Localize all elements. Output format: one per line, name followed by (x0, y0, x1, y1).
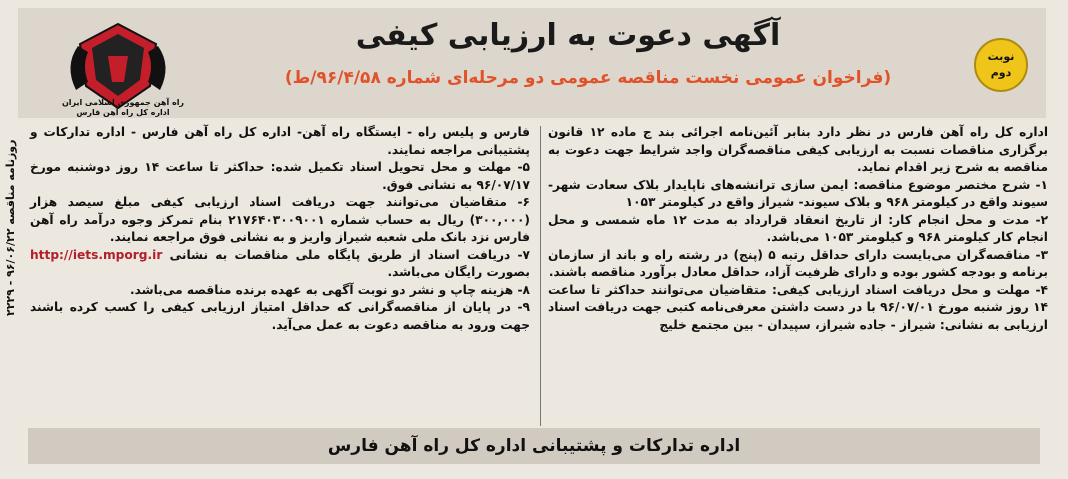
turn-badge (974, 38, 1028, 92)
left-column (30, 124, 530, 334)
right-paragraph-2: ۱- شرح مختصر موضوع مناقصه: ایمن سازی ترانشه‌های ناپایدار بلاک سعادت شهر- سیوند واقع در کیلومتر ۹۶۸ و بلاک سیوند- شیراز واقع در کیلومتر ۱۰۵۳ (548, 177, 1048, 209)
right-paragraph-4: ۳- مناقصه‌گران می‌بایست دارای حداقل رتبه ۵ (پنج) در رشته راه و باند از سازمان برنامه و بودجه کشور بوده و دارای ظرفیت آزاد، حداقل معادل برآورد مناقصه باشند. (548, 247, 1049, 279)
ad-title: آگهی دعوت به ارزیابی کیفی (355, 18, 781, 53)
left-paragraph-2: ۵- مهلت و محل تحویل اسناد تکمیل شده: حداکثر تا ساعت ۱۴ روز دوشنبه مورخ ۹۶/۰۷/۱۷ به نشانی فوق. (30, 160, 530, 192)
left-paragraph-4-tail: بصورت رایگان می‌باشد. (387, 265, 530, 279)
logo-caption (48, 98, 198, 118)
side-publication-text: روزنامه مناقصه ۹۶/۰۶/۲۲ - ۲۲۲۹ (4, 140, 17, 317)
column-divider (540, 126, 541, 426)
left-paragraph-4 (30, 247, 530, 282)
left-paragraph-5: ۸- هزینه چاپ و نشر دو نوبت آگهی به عهده برنده مناقصه می‌باشد. (129, 282, 530, 297)
right-paragraph-1: اداره کل راه آهن فارس در نظر دارد بنابر آئین‌نامه اجرائی بند ج ماده ۱۲ قانون برگزاری مناقصات نسبت به ارزیابی کیفی مناقصه‌گران واجد شرایط جهت دعوت به مناقصه به شرح زیر اقدام نماید. (548, 125, 1048, 174)
right-paragraph-5: ۴- مهلت و محل دریافت اسناد ارزیابی کیفی: متقاضیان می‌توانند حداکثر تا ساعت ۱۴ روز شنبه مورخ ۹۶/۰۷/۰۱ با در دست داشتن معرفی‌نامه کتبی جهت دریافت اسناد ارزیابی به نشانی: شیراز - جاده شیراز، سپیدان - بین مجتمع خلیج (548, 282, 1048, 332)
left-paragraph-1: فارس و پلیس راه - ایستگاه راه آهن- اداره کل راه آهن فارس - اداره تدارکات و پشتیبانی مراجعه نمایند. (30, 125, 530, 157)
left-paragraph-3: ۶- متقاضیان می‌توانند جهت دریافت اسناد ارزیابی کیفی مبلغ سیصد هزار (۳۰۰,۰۰۰) ریال به حساب شماره ۲۱۷۶۴۰۳۰۰۹۰۰۱ بنام تمرکز وجوه درآمد راه آهن فارس نزد بانک ملی شعبه شیراز واریز و به نشانی فوق مراجعه نمایند. (30, 195, 530, 244)
left-paragraph-6: ۹- در پایان از مناقصه‌گرانی که حداقل امتیاز ارزیابی کیفی را کسب کرده باشند جهت ورود به مناقصه دعوت به عمل می‌آید. (30, 300, 530, 332)
badge-line-1: نوبت (987, 50, 1015, 63)
badge-line-2: دوم (990, 66, 1012, 79)
logo-caption-line-2: اداره کل راه آهن فارس (76, 108, 170, 117)
logo-caption-line-1: راه آهن جمهوری اسلامی ایران (61, 98, 185, 107)
right-paragraph-3: ۲- مدت و محل انجام کار: از تاریخ انعقاد قرارداد به مدت ۱۲ ماه شمسی و محل انجام کار کیلومتر ۹۶۸ و کیلومتر ۱۰۵۳ می‌باشد. (548, 212, 1049, 244)
footer-signature: اداره تدارکات و پشتیبانی اداره کل راه آهن فارس (28, 428, 1040, 464)
right-column (548, 124, 1048, 334)
iets-link[interactable]: http://iets.mporg.ir (30, 247, 163, 262)
ad-subtitle: (فراخوان عمومی نخست مناقصه عمومی دو مرحله‌ای شماره ۹۶/۴/۵۸/ط) (284, 68, 892, 88)
header-banner (18, 8, 1046, 118)
left-paragraph-4-text: ۷- دریافت اسناد از طریق پایگاه ملی مناقصات به نشانی (169, 247, 530, 262)
